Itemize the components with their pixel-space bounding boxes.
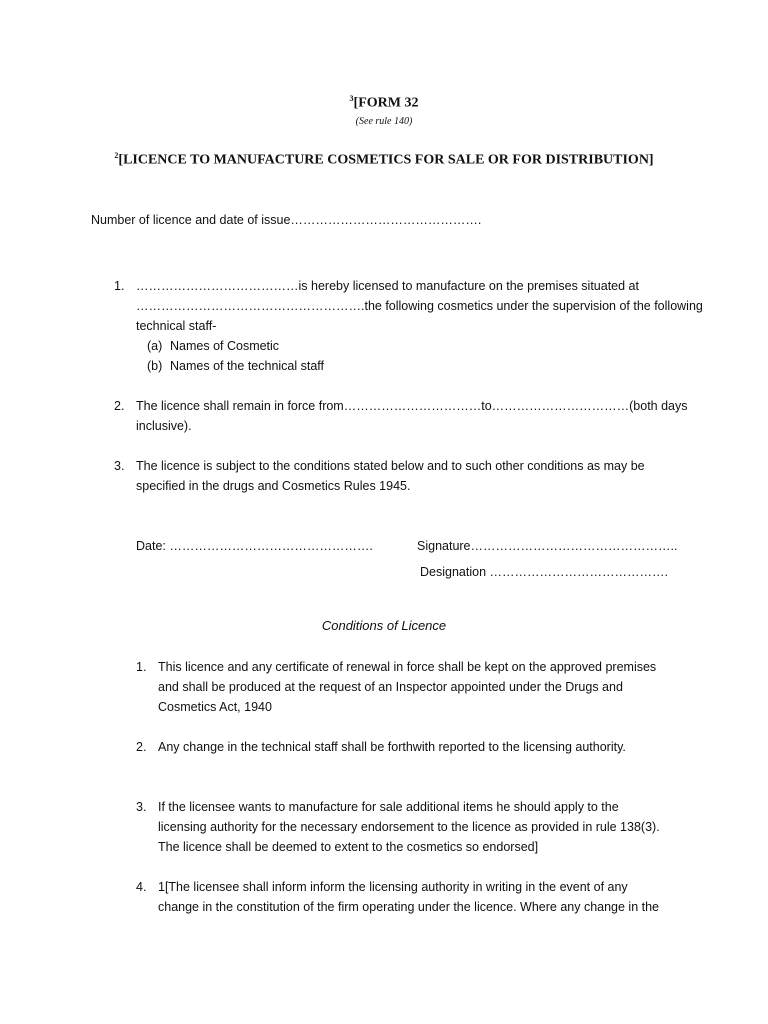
item-line: The licence is subject to the conditions stated below and to such other conditions as may be — [136, 459, 645, 473]
item-number: 1. — [114, 279, 125, 293]
item-line: The licence shall remain in force from……………………………to……………………………(both days — [136, 399, 688, 413]
condition-number: 2. — [136, 740, 147, 754]
condition-line: licensing authority for the necessary endorsement to the licence as provided in rule 138(3). — [158, 820, 660, 834]
licence-title-text: [LICENCE TO MANUFACTURE COSMETICS FOR SALE OR FOR DISTRIBUTION] — [118, 152, 654, 168]
subitem-label: (a) — [147, 339, 163, 353]
condition-number: 3. — [136, 800, 147, 814]
subitem-label: (b) — [147, 359, 163, 373]
condition-line: The licence shall be deemed to extent to the cosmetics so endorsed] — [158, 840, 539, 854]
item-line: technical staff- — [136, 319, 217, 333]
condition-line: Cosmetics Act, 1940 — [158, 700, 272, 714]
condition-line: 1[The licensee shall inform inform the licensing authority in writing in the event of any — [158, 880, 628, 894]
item-line: specified in the drugs and Cosmetics Rules 1945. — [136, 479, 411, 493]
condition-line: and shall be produced at the request of an Inspector appointed under the Drugs and — [158, 680, 623, 694]
condition-line: change in the constitution of the firm operating under the licence. Where any change in the — [158, 900, 660, 914]
licence-title-superscript: 2 — [114, 151, 119, 160]
condition-line: Any change in the technical staff shall be forthwith reported to the licensing authority. — [158, 740, 626, 754]
form-title — [0, 94, 768, 112]
item-line: inclusive). — [136, 419, 192, 433]
see-rule-note: (See rule 140) — [355, 116, 413, 127]
form-title-text: [FORM 32 — [353, 95, 419, 111]
date-line: Date: …………………………………………. — [136, 539, 373, 553]
form-title-superscript: 3 — [349, 94, 354, 103]
signature-line: Signature………………………………………….. — [417, 539, 678, 553]
item-line: …………………………………is hereby licensed to manufacture on the premises situated at — [136, 279, 639, 293]
designation-line: Designation ……………………………………. — [420, 565, 668, 579]
condition-line: This licence and any certificate of renewal in force shall be kept on the approved premises — [158, 660, 657, 674]
condition-number: 1. — [136, 660, 147, 674]
item-number: 3. — [114, 459, 125, 473]
item-line: ……………………………………………….the following cosmetics under the supervision of the following — [136, 299, 703, 313]
subitem-text: Names of the technical staff — [170, 359, 325, 373]
item-number: 2. — [114, 399, 125, 413]
licence-title — [0, 151, 768, 169]
conditions-heading: Conditions of Licence — [321, 618, 447, 633]
condition-line: If the licensee wants to manufacture for sale additional items he should apply to the — [158, 800, 619, 814]
licence-number-line: Number of licence and date of issue………………………………………. — [91, 213, 482, 227]
subitem-text: Names of Cosmetic — [170, 339, 280, 353]
condition-number: 4. — [136, 880, 147, 894]
